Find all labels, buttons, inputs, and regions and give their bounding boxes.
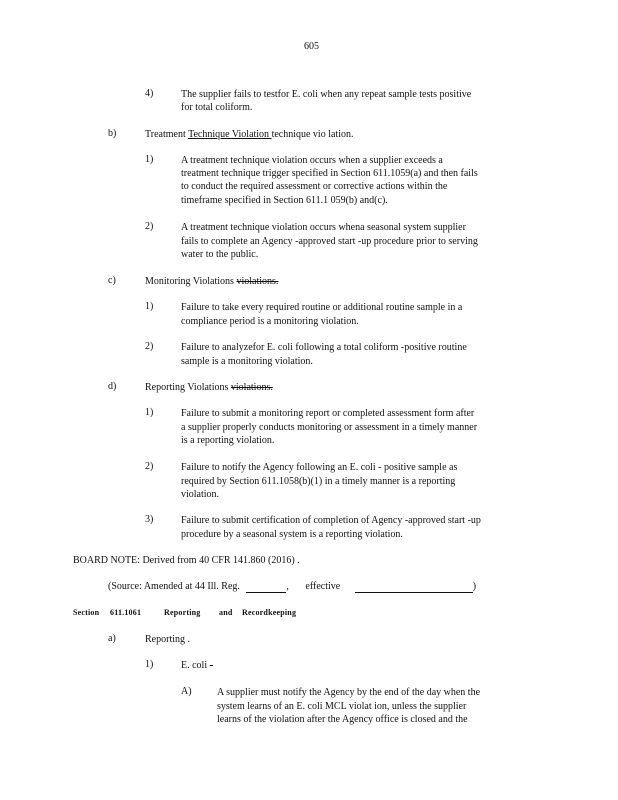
item-text-line: A treatment technique violation occurs when a supplier exceeds a bbox=[181, 155, 443, 166]
item-text-line: fails to complete an Agency -approved start -up procedure prior to serving bbox=[181, 236, 478, 247]
section-title: Monitoring Violations violations. bbox=[145, 276, 279, 287]
item-text-line: learns of the violation after the Agency office is closed and the bbox=[217, 714, 468, 725]
item-label: 2) bbox=[145, 461, 154, 472]
item-text-line: violation. bbox=[181, 489, 220, 500]
item-text-line: for total coliform. bbox=[181, 102, 253, 113]
section-label: d) bbox=[108, 381, 117, 392]
item-text-line: A treatment technique violation occurs whena seasonal system supplier bbox=[181, 222, 466, 233]
item-text-line: sample is a monitoring violation. bbox=[181, 356, 313, 367]
item-label: 4) bbox=[145, 88, 154, 99]
section-heading-title: Recordkeeping bbox=[242, 608, 297, 617]
register-blank bbox=[246, 582, 286, 593]
item-text-line: required by Section 611.1058(b)(1) in a timely manner is a reporting bbox=[181, 476, 456, 487]
item-text-line: system learns of an E. coli MCL violat ion, unless the supplier bbox=[217, 701, 467, 712]
board-note: BOARD NOTE: Derived from 40 CFR 141.860 (2016) . bbox=[73, 555, 300, 566]
item-text-line: is a reporting violation. bbox=[181, 435, 275, 446]
item-text-line: a supplier properly conducts monitoring or assessment in a timely manner bbox=[181, 422, 478, 433]
item-label: 2) bbox=[145, 221, 154, 232]
subsection-title: Reporting . bbox=[145, 634, 190, 645]
item-label: 1) bbox=[145, 301, 154, 312]
item-text-line: A supplier must notify the Agency by the end of the day when the bbox=[217, 687, 481, 698]
source-note: (Source: Amended at 44 Ill. Reg. , effective ) bbox=[108, 581, 477, 592]
item-label: A) bbox=[181, 686, 192, 697]
item-title: E. coli - bbox=[181, 660, 213, 671]
subsection-label: a) bbox=[108, 633, 116, 644]
item-text-line: water to the public. bbox=[181, 249, 259, 260]
item-text-line: Failure to analyzefor E. coli following a total coliform -positive routine bbox=[181, 342, 467, 353]
section-label: b) bbox=[108, 128, 117, 139]
item-label: 3) bbox=[145, 514, 154, 525]
page-number: 605 bbox=[304, 41, 319, 52]
item-text-line: Failure to notify the Agency following an E. coli - positive sample as bbox=[181, 462, 458, 473]
section-title: Reporting Violations violations. bbox=[145, 382, 273, 393]
item-text-line: treatment technique trigger specified in Section 611.1059(a) and then fails bbox=[181, 168, 478, 179]
section-label: c) bbox=[108, 275, 116, 286]
item-text-line: Failure to submit certification of completion of Agency -approved start -up bbox=[181, 515, 481, 526]
section-heading-title: Reporting bbox=[164, 608, 201, 617]
item-text-line: Failure to take every required routine or additional routine sample in a bbox=[181, 302, 463, 313]
item-label: 2) bbox=[145, 341, 154, 352]
item-text-line: to conduct the required assessment or corrective actions within the bbox=[181, 181, 448, 192]
section-title: Treatment Technique Violation technique vio lation. bbox=[145, 129, 354, 140]
effective-date-blank bbox=[355, 582, 473, 593]
item-label: 1) bbox=[145, 407, 154, 418]
item-text-line: timeframe specified in Section 611.1 059(b) and(c). bbox=[181, 195, 388, 206]
item-text-line: The supplier fails to testfor E. coli when any repeat sample tests positive bbox=[181, 89, 472, 100]
item-label: 1) bbox=[145, 659, 154, 670]
item-text-line: Failure to submit a monitoring report or completed assessment form after bbox=[181, 408, 475, 419]
section-heading-and: and bbox=[219, 608, 233, 617]
section-heading-label: Section bbox=[73, 608, 100, 617]
item-text-line: procedure by a seasonal system is a reporting violation. bbox=[181, 529, 403, 540]
item-text-line: compliance period is a monitoring violation. bbox=[181, 316, 359, 327]
item-label: 1) bbox=[145, 154, 154, 165]
section-heading-number: 611.1061 bbox=[110, 608, 142, 617]
